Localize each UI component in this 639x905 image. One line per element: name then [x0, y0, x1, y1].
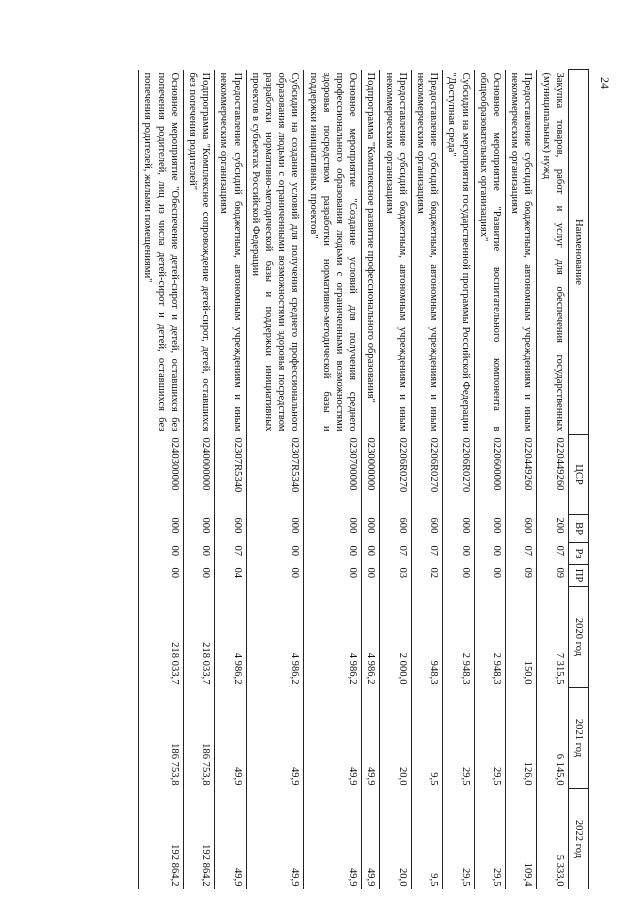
row-pr: 00 — [474, 565, 505, 587]
rotated-page — [66, 69, 589, 889]
header-2021: 2021 год — [568, 688, 588, 789]
row-vr: 000 — [139, 515, 184, 543]
row-pr: 09 — [505, 565, 536, 587]
row-name: Закупка товаров, работ и услуг для обеспечения государственных (муниципальных) нужд — [537, 70, 568, 435]
table-row — [411, 70, 442, 890]
table-header-row — [568, 70, 588, 890]
row-2022: 49,9 — [304, 789, 362, 890]
row-2022: 9,5 — [411, 789, 442, 890]
header-pr: ПР — [568, 565, 588, 587]
row-vr: 000 — [304, 515, 362, 543]
row-vr: 000 — [362, 515, 380, 543]
row-rz: 07 — [411, 543, 442, 565]
row-2021: 49,9 — [304, 688, 362, 789]
row-csr: 0220600000 — [474, 435, 505, 515]
table-row — [139, 70, 184, 890]
row-2020: 7 315,5 — [537, 587, 568, 688]
table-row — [304, 70, 362, 890]
row-2020: 4 986,2 — [362, 587, 380, 688]
row-2022: 5 333,0 — [537, 789, 568, 890]
row-csr: 02307R5340 — [215, 435, 246, 515]
row-name: Предоставление субсидий бюджетным, автономным учреждениям и иным некоммерческим организациям — [215, 70, 246, 435]
row-name: Основное мероприятие "Создание условий для получения среднего профессионального образования людьми с ограниченными возможностями здоровья посредством разработки нормативно-методической базы и поддержки инициативных проектов" — [304, 70, 362, 435]
row-vr: 600 — [380, 515, 411, 543]
budget-table — [138, 69, 589, 889]
row-vr: 600 — [505, 515, 536, 543]
table-row — [505, 70, 536, 890]
row-name: Предоставление субсидий бюджетным, автономным учреждениям и иным некоммерческим организациям — [380, 70, 411, 435]
row-vr: 600 — [411, 515, 442, 543]
row-2021: 186 753,8 — [139, 688, 184, 789]
row-2022: 20,0 — [380, 789, 411, 890]
document-sheet — [66, 69, 589, 889]
row-csr: 0240300000 — [139, 435, 184, 515]
row-2020: 2 948,3 — [443, 587, 474, 688]
row-2022: 49,9 — [215, 789, 246, 890]
row-csr: 02206R0270 — [411, 435, 442, 515]
row-2020: 948,3 — [411, 587, 442, 688]
row-rz: 00 — [362, 543, 380, 565]
header-csr: ЦСР — [568, 435, 588, 515]
header-vr: ВР — [568, 515, 588, 543]
row-rz: 00 — [443, 543, 474, 565]
header-2020: 2020 год — [568, 587, 588, 688]
row-csr: 0220449260 — [537, 435, 568, 515]
row-csr: 02307R5340 — [246, 435, 304, 515]
row-2021: 29,5 — [443, 688, 474, 789]
table-row — [215, 70, 246, 890]
table-row — [443, 70, 474, 890]
row-vr: 200 — [537, 515, 568, 543]
row-2020: 150,0 — [505, 587, 536, 688]
row-name: Основное мероприятие "Обеспечение детей-сирот и детей, оставшихся без попечения родителей, лиц из числа детей-сирот и детей, оставшихся без попечения родителей, жилыми помещениями" — [139, 70, 184, 435]
row-name: Основное мероприятие "Развитие воспитательного компонента в общеобразовательных организациях" — [474, 70, 505, 435]
page-number: 24 — [598, 77, 612, 89]
row-2021: 9,5 — [411, 688, 442, 789]
row-pr: 09 — [537, 565, 568, 587]
row-2021: 6 145,0 — [537, 688, 568, 789]
row-rz: 00 — [246, 543, 304, 565]
row-name: Предоставление субсидий бюджетным, автономным учреждениям и иным некоммерческим организациям — [411, 70, 442, 435]
table-row — [246, 70, 304, 890]
row-rz: 07 — [215, 543, 246, 565]
row-rz: 00 — [474, 543, 505, 565]
row-2020: 2 000,0 — [380, 587, 411, 688]
row-vr: 000 — [474, 515, 505, 543]
row-2021: 29,5 — [474, 688, 505, 789]
row-2020: 218 033,7 — [183, 587, 214, 688]
row-csr: 02206R0270 — [443, 435, 474, 515]
row-2022: 29,5 — [474, 789, 505, 890]
row-pr: 00 — [362, 565, 380, 587]
header-rz: Рз — [568, 543, 588, 565]
table-row — [380, 70, 411, 890]
row-rz: 00 — [183, 543, 214, 565]
row-csr: 0230700000 — [304, 435, 362, 515]
row-vr: 600 — [215, 515, 246, 543]
row-2022: 109,4 — [505, 789, 536, 890]
row-csr: 02206R0270 — [380, 435, 411, 515]
row-rz: 00 — [139, 543, 184, 565]
row-2021: 126,0 — [505, 688, 536, 789]
header-2022: 2022 год — [568, 789, 588, 890]
row-pr: 00 — [139, 565, 184, 587]
row-csr: 0240000000 — [183, 435, 214, 515]
row-2020: 218 033,7 — [139, 587, 184, 688]
table-row — [537, 70, 568, 890]
row-name: Подпрограмма "Комплексное развитие профессионального образования" — [362, 70, 380, 435]
row-2022: 29,5 — [443, 789, 474, 890]
row-rz: 07 — [505, 543, 536, 565]
row-name: Субсидии на мероприятия государственной программы Российской Федерации "Доступная среда" — [443, 70, 474, 435]
header-name: Наименование — [568, 70, 588, 435]
row-pr: 04 — [215, 565, 246, 587]
row-2020: 4 986,2 — [215, 587, 246, 688]
row-pr: 00 — [246, 565, 304, 587]
row-csr: 0220449260 — [505, 435, 536, 515]
row-2020: 4 986,2 — [304, 587, 362, 688]
row-name: Субсидии на создание условий для получения среднего профессионального образования людьми с ограниченными возможностями здоровья посредством разработки нормативно-методической базы и поддержки инициативных проектов в субъектах Российской Федерации — [246, 70, 304, 435]
row-pr: 00 — [304, 565, 362, 587]
row-rz: 07 — [537, 543, 568, 565]
table-row — [362, 70, 380, 890]
row-2021: 186 753,8 — [183, 688, 214, 789]
row-rz: 00 — [304, 543, 362, 565]
row-name: Подпрограмма "Комплексное сопровождение детей-сирот, детей, оставшихся без попечения родителей" — [183, 70, 214, 435]
row-pr: 03 — [380, 565, 411, 587]
row-rz: 07 — [380, 543, 411, 565]
row-2022: 49,9 — [246, 789, 304, 890]
table-row — [183, 70, 214, 890]
row-2021: 20,0 — [380, 688, 411, 789]
table-row — [474, 70, 505, 890]
row-pr: 02 — [411, 565, 442, 587]
row-2020: 2 948,3 — [474, 587, 505, 688]
row-2022: 49,9 — [362, 789, 380, 890]
row-vr: 000 — [246, 515, 304, 543]
row-pr: 00 — [443, 565, 474, 587]
row-2022: 192 864,2 — [139, 789, 184, 890]
row-2022: 192 864,2 — [183, 789, 214, 890]
row-vr: 000 — [183, 515, 214, 543]
row-csr: 0230000000 — [362, 435, 380, 515]
row-2021: 49,9 — [215, 688, 246, 789]
row-name: Предоставление субсидий бюджетным, автономным учреждениям и иным некоммерческим организациям — [505, 70, 536, 435]
row-2021: 49,9 — [246, 688, 304, 789]
row-pr: 00 — [183, 565, 214, 587]
row-2021: 49,9 — [362, 688, 380, 789]
row-2020: 4 986,2 — [246, 587, 304, 688]
row-vr: 000 — [443, 515, 474, 543]
